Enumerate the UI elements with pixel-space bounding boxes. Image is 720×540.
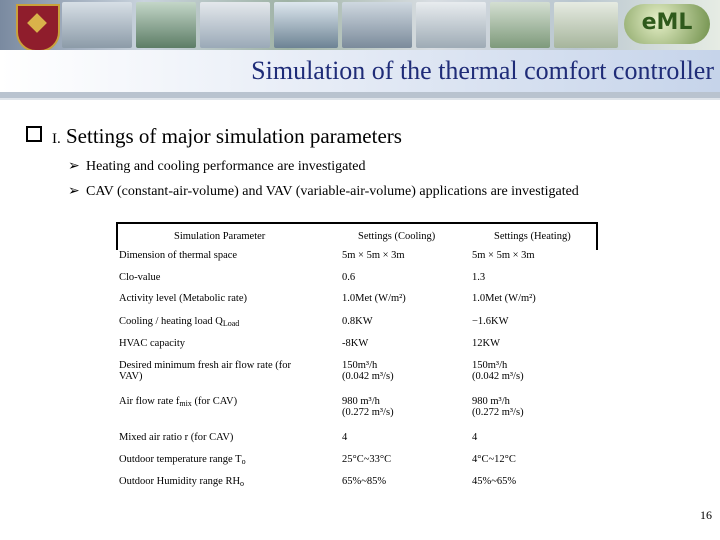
- param-subscript: Load: [222, 319, 240, 328]
- param-text: Outdoor temperature range T: [119, 454, 242, 465]
- cooling-cell: 4: [342, 432, 348, 443]
- heating-cell: 5m × 5m × 3m: [472, 250, 535, 261]
- university-crest: [16, 4, 60, 50]
- heating-cell: 45%~65%: [472, 476, 517, 487]
- table-row: [116, 432, 594, 454]
- table-row: [116, 360, 594, 396]
- header-cooling: Settings (Cooling): [358, 231, 436, 242]
- heating-cell: [472, 396, 592, 418]
- header-heating: Settings (Heating): [494, 231, 571, 242]
- bullet-text: Heating and cooling performance are investigated: [86, 159, 366, 174]
- cooling-cell: [342, 396, 462, 418]
- parameters-table: [116, 222, 594, 498]
- cooling-cell: 65%~85%: [342, 476, 387, 487]
- eml-logo: [624, 4, 710, 44]
- cooling-line-2: (0.272 m³/s): [342, 407, 394, 418]
- param-subscript: o: [241, 457, 246, 466]
- heating-cell: 1.0Met (W/m²): [472, 293, 536, 304]
- heating-cell: 1.3: [472, 272, 486, 283]
- param-cell: Dimension of thermal space: [119, 250, 238, 261]
- bullet-item: [68, 158, 366, 175]
- crest-emblem: [27, 13, 47, 33]
- param-cell: Activity level (Metabolic rate): [119, 293, 247, 304]
- header-banner: [0, 0, 720, 50]
- banner-photo: [200, 2, 270, 48]
- cooling-cell: 25°C~33°C: [342, 454, 392, 465]
- heating-cell: 12KW: [472, 338, 500, 349]
- param-cell: [119, 454, 334, 466]
- heating-cell: −1.6KW: [472, 316, 509, 327]
- table-row: [116, 454, 594, 476]
- cooling-cell: [342, 360, 462, 382]
- param-cell: [119, 476, 334, 488]
- square-bullet-icon: [26, 126, 42, 142]
- banner-photo: [554, 2, 618, 48]
- param-cell: Mixed air ratio r (for CAV): [119, 432, 234, 443]
- table-row: [116, 316, 594, 338]
- cooling-cell: 5m × 5m × 3m: [342, 250, 405, 261]
- banner-photo: [342, 2, 412, 48]
- heating-line-2: (0.272 m³/s): [472, 407, 524, 418]
- param-cell: [119, 316, 334, 328]
- arrow-bullet-icon: ➢: [68, 184, 80, 199]
- table-header-row: [116, 222, 598, 250]
- table-row: [116, 338, 594, 360]
- banner-photo: [274, 2, 338, 48]
- section-text: Settings of major simulation parameters: [66, 124, 402, 148]
- table-row: [116, 476, 594, 498]
- bullet-item: [68, 183, 579, 200]
- cooling-cell: 1.0Met (W/m²): [342, 293, 406, 304]
- title-divider-light: [0, 98, 720, 100]
- param-subscript: mix: [179, 399, 192, 408]
- heating-line-1: 150m³/h: [472, 360, 508, 371]
- heating-cell: 4: [472, 432, 478, 443]
- page-number: 16: [700, 508, 712, 522]
- param-line-1: Desired minimum fresh air flow rate (for: [119, 360, 292, 371]
- param-text: Air flow rate f: [119, 396, 180, 407]
- table-row: [116, 272, 594, 293]
- table-row: [116, 396, 594, 432]
- param-cell: [119, 360, 334, 382]
- title-bar: [0, 50, 720, 92]
- cooling-line-1: 150m³/h: [342, 360, 378, 371]
- arrow-bullet-icon: ➢: [68, 159, 80, 174]
- param-subscript: o: [240, 479, 245, 488]
- cooling-cell: 0.8KW: [342, 316, 373, 327]
- param-text-post: (for CAV): [191, 396, 238, 407]
- param-cell: HVAC capacity: [119, 338, 185, 349]
- logo-text: eML: [641, 10, 693, 35]
- table-row: [116, 250, 594, 272]
- banner-photo: [62, 2, 132, 48]
- header-parameter: Simulation Parameter: [174, 231, 266, 242]
- section-number: I.: [52, 131, 61, 147]
- slide-title: Simulation of the thermal comfort controller: [251, 56, 714, 85]
- cooling-line-1: 980 m³/h: [342, 396, 380, 407]
- param-line-2: VAV): [119, 371, 143, 382]
- heating-cell: 4°C~12°C: [472, 454, 516, 465]
- banner-photo: [136, 2, 196, 48]
- cooling-cell: -8KW: [342, 338, 369, 349]
- section-heading: [26, 124, 402, 149]
- table-row: [116, 293, 594, 316]
- heating-cell: [472, 360, 592, 382]
- heating-line-1: 980 m³/h: [472, 396, 510, 407]
- param-cell: [119, 396, 334, 408]
- banner-photo: [416, 2, 486, 48]
- param-cell: Clo-value: [119, 272, 161, 283]
- param-text: Outdoor Humidity range RH: [119, 476, 241, 487]
- bullet-text: CAV (constant-air-volume) and VAV (variable-air-volume) applications are investigated: [86, 184, 579, 199]
- cooling-line-2: (0.042 m³/s): [342, 371, 394, 382]
- heating-line-2: (0.042 m³/s): [472, 371, 524, 382]
- banner-photo: [490, 2, 550, 48]
- cooling-cell: 0.6: [342, 272, 356, 283]
- param-text: Cooling / heating load Q: [119, 316, 223, 327]
